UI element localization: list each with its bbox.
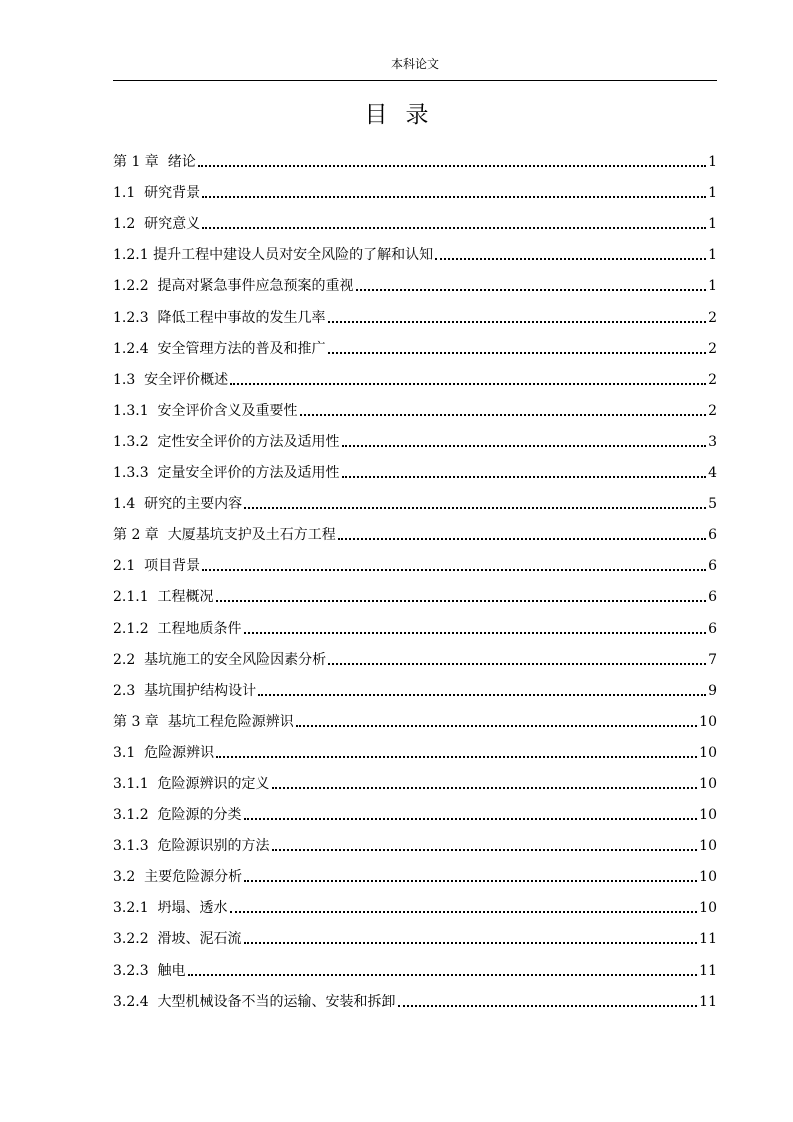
dot-leader [216, 600, 707, 602]
toc-entry[interactable] [113, 948, 717, 979]
dot-leader [202, 196, 706, 198]
toc-entry[interactable] [113, 855, 717, 886]
toc-entry[interactable] [113, 233, 717, 264]
dot-leader [328, 352, 707, 354]
dot-leader [258, 694, 706, 696]
dot-leader [230, 911, 698, 913]
dot-leader [328, 663, 706, 665]
dot-leader [198, 165, 706, 167]
toc-entry-page-number: 11 [699, 993, 717, 1010]
toc-entry-label: 1.1 研究背景 [113, 185, 201, 202]
header-text: 本科论文 [390, 57, 439, 71]
page-header [113, 0, 717, 81]
toc-entry[interactable] [113, 389, 717, 420]
toc-entry-label: 3.1.2 危险源的分类 [113, 807, 242, 824]
toc-entry-label: 3.2.1 坍塌、透水 [113, 900, 228, 917]
toc-entry-page-number: 6 [708, 558, 717, 575]
toc-entry-label: 1.2.1 提升工程中建设人员对安全风险的了解和认知 [113, 247, 434, 264]
dot-leader [338, 538, 706, 540]
toc-entry-page-number: 5 [708, 496, 717, 513]
toc-entry-page-number: 7 [708, 651, 717, 668]
toc-entry[interactable] [113, 917, 717, 948]
toc-entry-page-number: 2 [708, 340, 717, 357]
toc-entry[interactable] [113, 202, 717, 233]
toc-entry-page-number: 10 [699, 775, 717, 792]
toc-entry-page-number: 2 [708, 371, 717, 388]
toc-entry-page-number: 10 [699, 838, 717, 855]
dot-leader [435, 258, 706, 260]
dot-leader [244, 507, 706, 509]
dot-leader [244, 942, 698, 944]
toc-entry[interactable] [113, 140, 717, 171]
toc-entry-label: 3.2.4 大型机械设备不当的运输、安装和拆卸 [113, 993, 396, 1010]
toc-entry-label: 2.2 基坑施工的安全风险因素分析 [113, 651, 327, 668]
toc-entry-page-number: 11 [699, 931, 717, 948]
toc-entry-page-number: 2 [708, 402, 717, 419]
dot-leader [230, 383, 706, 385]
dot-leader [188, 974, 698, 976]
toc-entry-label: 1.2 研究意义 [113, 216, 201, 233]
dot-leader [328, 321, 707, 323]
toc-entry[interactable] [113, 980, 717, 1011]
dot-leader [342, 445, 707, 447]
toc-entry[interactable] [113, 886, 717, 917]
toc-entry[interactable] [113, 731, 717, 762]
dot-leader [244, 632, 707, 634]
toc-entry-label: 1.3.1 安全评价含义及重要性 [113, 402, 298, 419]
toc-title: 目录 [364, 102, 447, 128]
toc-entry[interactable] [113, 700, 717, 731]
toc-entry-page-number: 6 [708, 589, 717, 606]
toc-entry[interactable] [113, 295, 717, 326]
toc-entry-label: 第 3 章 基坑工程危险源辨识 [113, 713, 294, 730]
toc-entry[interactable] [113, 513, 717, 544]
dot-leader [398, 1005, 698, 1007]
dot-leader [272, 849, 698, 851]
dot-leader [300, 414, 707, 416]
toc-entry-label: 3.2.2 滑坡、泥石流 [113, 931, 242, 948]
toc-entry-page-number: 3 [708, 433, 717, 450]
toc-entry-label: 1.3 安全评价概述 [113, 371, 229, 388]
toc-entry-page-number: 1 [708, 247, 717, 264]
toc-entry[interactable] [113, 358, 717, 389]
toc-entry-page-number: 4 [708, 465, 717, 482]
toc-entry-label: 3.2.3 触电 [113, 962, 186, 979]
toc-entry-label: 2.3 基坑围护结构设计 [113, 682, 257, 699]
toc-entry-page-number: 1 [708, 278, 717, 295]
toc-entry-label: 3.1.1 危险源辨识的定义 [113, 775, 270, 792]
dot-leader [272, 787, 698, 789]
toc-entry-page-number: 10 [699, 807, 717, 824]
toc-entry[interactable] [113, 544, 717, 575]
toc-entry[interactable] [113, 420, 717, 451]
toc-entry[interactable] [113, 762, 717, 793]
toc-entry-page-number: 1 [708, 216, 717, 233]
toc-entry-page-number: 10 [699, 900, 717, 917]
dot-leader [216, 756, 697, 758]
toc-entry-page-number: 10 [699, 869, 717, 886]
toc-entry-label: 1.2.4 安全管理方法的普及和推广 [113, 340, 326, 357]
dot-leader [342, 476, 707, 478]
toc-entry-label: 1.4 研究的主要内容 [113, 496, 243, 513]
dot-leader [202, 569, 706, 571]
dot-leader [356, 289, 707, 291]
toc-entry-label: 1.2.2 提高对紧急事件应急预案的重视 [113, 278, 354, 295]
toc-entry-page-number: 11 [699, 962, 717, 979]
toc-entry-label: 2.1.2 工程地质条件 [113, 620, 242, 637]
toc-entry-label: 第 2 章 大厦基坑支护及土石方工程 [113, 527, 336, 544]
toc-entry-label: 3.1.3 危险源识别的方法 [113, 838, 270, 855]
toc-entry[interactable] [113, 606, 717, 637]
toc-entry-label: 1.3.2 定性安全评价的方法及适用性 [113, 433, 340, 450]
toc-entry-label: 3.1 危险源辨识 [113, 744, 215, 761]
toc-entry-page-number: 10 [699, 744, 717, 761]
toc-entry-page-number: 10 [699, 713, 717, 730]
dot-leader [244, 818, 698, 820]
toc-entry[interactable] [113, 824, 717, 855]
toc-entry[interactable] [113, 575, 717, 606]
toc-entry-page-number: 6 [708, 527, 717, 544]
toc-entry[interactable] [113, 171, 717, 202]
toc-entry-page-number: 9 [708, 682, 717, 699]
toc-entry-label: 3.2 主要危险源分析 [113, 869, 243, 886]
toc-entry-label: 2.1 项目背景 [113, 558, 201, 575]
dot-leader [202, 227, 706, 229]
toc-entry-page-number: 2 [708, 309, 717, 326]
toc-entry[interactable] [113, 327, 717, 358]
dot-leader [244, 880, 697, 882]
toc-entry[interactable] [113, 793, 717, 824]
toc-entry[interactable] [113, 482, 717, 513]
table-of-contents [113, 140, 717, 1011]
dot-leader [296, 725, 697, 727]
toc-entry-label: 2.1.1 工程概况 [113, 589, 214, 606]
toc-entry-label: 1.2.3 降低工程中事故的发生几率 [113, 309, 326, 326]
toc-entry-label: 第 1 章 绪论 [113, 154, 196, 171]
toc-entry[interactable] [113, 669, 717, 700]
toc-entry-page-number: 1 [708, 185, 717, 202]
toc-entry[interactable] [113, 638, 717, 669]
toc-entry-label: 1.3.3 定量安全评价的方法及适用性 [113, 465, 340, 482]
toc-entry[interactable] [113, 451, 717, 482]
toc-entry-page-number: 6 [708, 620, 717, 637]
toc-entry-page-number: 1 [708, 154, 717, 171]
toc-entry[interactable] [113, 264, 717, 295]
